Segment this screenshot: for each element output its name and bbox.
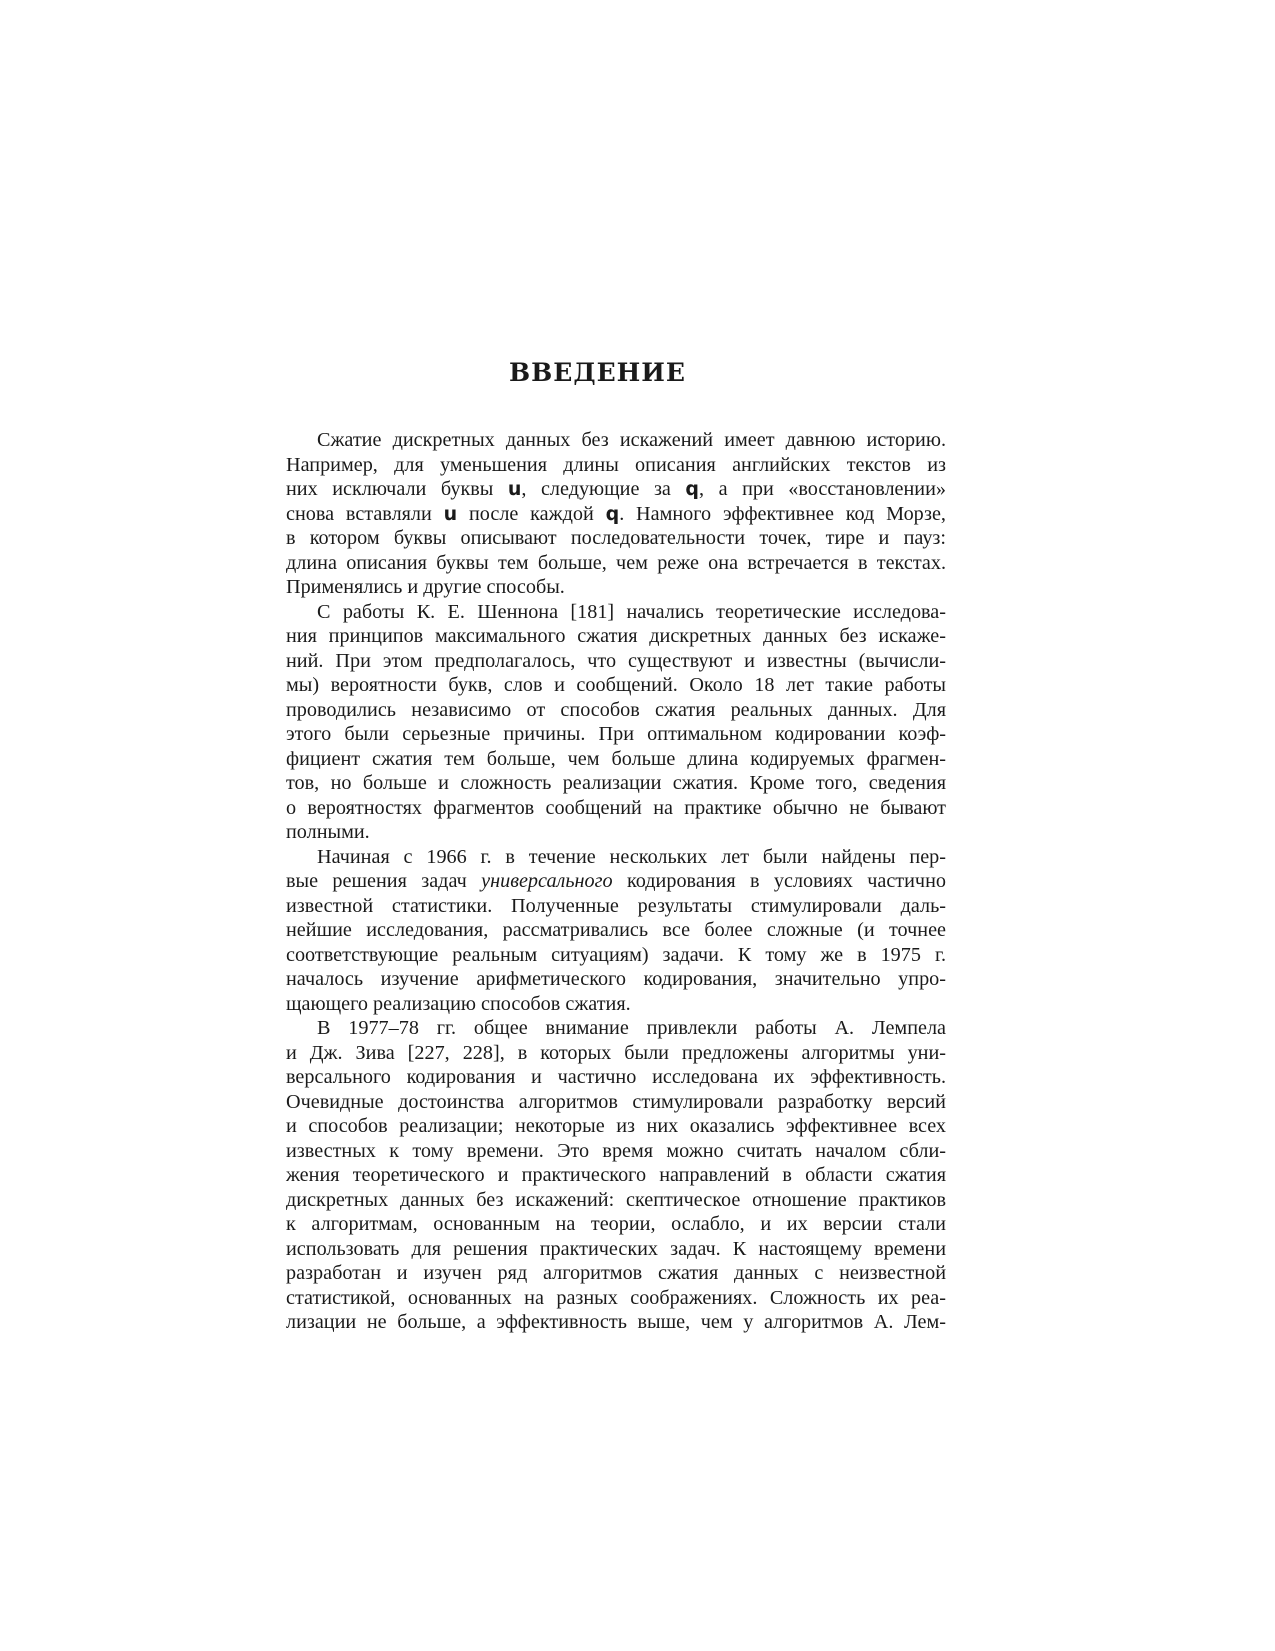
text-run: снова вставляли <box>286 502 444 525</box>
text-line <box>286 600 946 625</box>
text-run: ния принципов максимального сжатия дискретных данных без искаже- <box>286 625 946 647</box>
text-run: использовать для решения практических задач. К настоящему времени <box>286 1237 946 1260</box>
text-line <box>286 502 946 527</box>
text-line <box>286 477 946 502</box>
bold-letter: u <box>443 502 458 525</box>
text-run: тов, но больше и сложность реализации сжатия. Кроме того, сведения <box>286 772 946 794</box>
text-run: фициент сжатия тем больше, чем больше длина кодируемых фрагмен- <box>286 747 946 770</box>
text-run: лизации не больше, а эффективность выше, чем у алгоритмов А. Лем- <box>286 1311 946 1333</box>
text-line <box>286 771 946 796</box>
text-run: и Дж. Зива [227, 228], в которых были предложены алгоритмы уни- <box>286 1041 946 1064</box>
paragraph <box>286 845 946 1017</box>
text-run: этого были серьезные причины. При оптимальном кодировании коэф- <box>286 723 946 745</box>
text-run: статистикой, основанных на разных соображениях. Сложность их реа- <box>286 1286 946 1309</box>
italic-term: универсального <box>481 870 613 892</box>
text-line <box>286 869 946 894</box>
text-line <box>286 722 946 747</box>
text-run: мы) вероятности букв, слов и сообщений. Около 18 лет такие работы <box>286 674 946 696</box>
text-line <box>286 551 946 576</box>
text-run: и способов реализации; некоторые из них оказались эффективнее всех <box>286 1115 946 1137</box>
text-line <box>286 1310 946 1335</box>
text-line <box>286 1065 946 1090</box>
text-line <box>286 1261 946 1286</box>
text-line <box>286 1139 946 1164</box>
text-line <box>286 1237 946 1262</box>
text-line <box>286 428 946 453</box>
text-run: Например, для уменьшения длины описания английских текстов из <box>286 453 946 476</box>
text-line <box>286 1163 946 1188</box>
text-run: щающего реализацию способов сжатия. <box>286 992 631 1015</box>
text-run: версального кодирования и частично исследована их эффективность. <box>286 1066 946 1088</box>
text-run: дискретных данных без искажений: скептическое отношение практиков <box>286 1188 946 1211</box>
text-line <box>286 698 946 723</box>
text-line <box>286 943 946 968</box>
paragraph <box>286 1016 946 1335</box>
text-line <box>286 1114 946 1139</box>
bold-letter: q <box>605 502 620 525</box>
text-line <box>286 1090 946 1115</box>
text-run: полными. <box>286 821 370 843</box>
text-run: в котором буквы описывают последовательности точек, тире и пауз: <box>286 527 946 549</box>
text-run: кодирования в условиях частично <box>612 870 946 892</box>
text-run: к алгоритмам, основанным на теории, ослабло, и их версии стали <box>286 1213 946 1235</box>
text-line <box>286 1212 946 1237</box>
text-run: длина описания буквы тем больше, чем реже она встречается в текстах. <box>286 551 946 574</box>
text-run: С работы К. Е. Шеннона [181] начались теоретические исследова- <box>317 600 946 623</box>
text-line <box>286 624 946 649</box>
text-run: , а при «восстановлении» <box>699 478 947 500</box>
text-run: них исключали буквы <box>286 478 508 500</box>
text-run: . Намного эффективнее код Морзе, <box>619 502 946 525</box>
chapter-title: ВВЕДЕНИЕ <box>509 358 686 387</box>
text-line <box>286 1188 946 1213</box>
text-line <box>286 526 946 551</box>
text-run: известной статистики. Полученные результаты стимулировали даль- <box>286 894 946 917</box>
text-run: вые решения задач <box>286 870 482 892</box>
paragraph <box>286 428 946 600</box>
text-run: после каждой <box>457 502 606 525</box>
text-run: нейшие исследования, рассматривались все более сложные (и точнее <box>286 919 946 941</box>
text-line <box>286 918 946 943</box>
text-line <box>286 1286 946 1311</box>
text-line <box>286 992 946 1017</box>
text-line <box>286 894 946 919</box>
body-text <box>286 428 946 1335</box>
text-line <box>286 673 946 698</box>
text-line <box>286 747 946 772</box>
text-line <box>286 453 946 478</box>
text-run: Очевидные достоинства алгоритмов стимулировали разработку версий <box>286 1090 946 1113</box>
text-line <box>286 967 946 992</box>
text-line <box>286 845 946 870</box>
text-run: Начиная с 1966 г. в течение нескольких лет были найдены пер- <box>317 845 946 868</box>
text-line <box>286 796 946 821</box>
text-run: проводились независимо от способов сжатия реальных данных. Для <box>286 698 946 721</box>
text-run: Применялись и другие способы. <box>286 576 565 598</box>
text-run: , следующие за <box>521 478 686 500</box>
paragraph <box>286 600 946 845</box>
bold-letter: u <box>507 478 522 500</box>
text-line <box>286 1041 946 1066</box>
text-run: жения теоретического и практического направлений в области сжатия <box>286 1164 946 1186</box>
text-run: соответствующие реальным ситуациям) задачи. К тому же в 1975 г. <box>286 943 946 966</box>
text-line <box>286 820 946 845</box>
text-run: В 1977–78 гг. общее внимание привлекли работы А. Лемпела <box>317 1017 946 1039</box>
text-run: разработан и изучен ряд алгоритмов сжатия данных с неизвестной <box>286 1262 946 1284</box>
text-line <box>286 575 946 600</box>
text-run: о вероятностях фрагментов сообщений на практике обычно не бывают <box>286 796 946 819</box>
text-line <box>286 649 946 674</box>
text-run: началось изучение арифметического кодирования, значительно упро- <box>286 968 946 990</box>
text-line <box>286 1016 946 1041</box>
text-run: Сжатие дискретных данных без искажений имеет давнюю историю. <box>317 429 946 451</box>
text-run: известных к тому времени. Это время можно считать началом сбли- <box>286 1139 946 1162</box>
bold-letter: q <box>685 478 700 500</box>
text-run: ний. При этом предполагалось, что существуют и известны (вычисли- <box>286 649 946 672</box>
